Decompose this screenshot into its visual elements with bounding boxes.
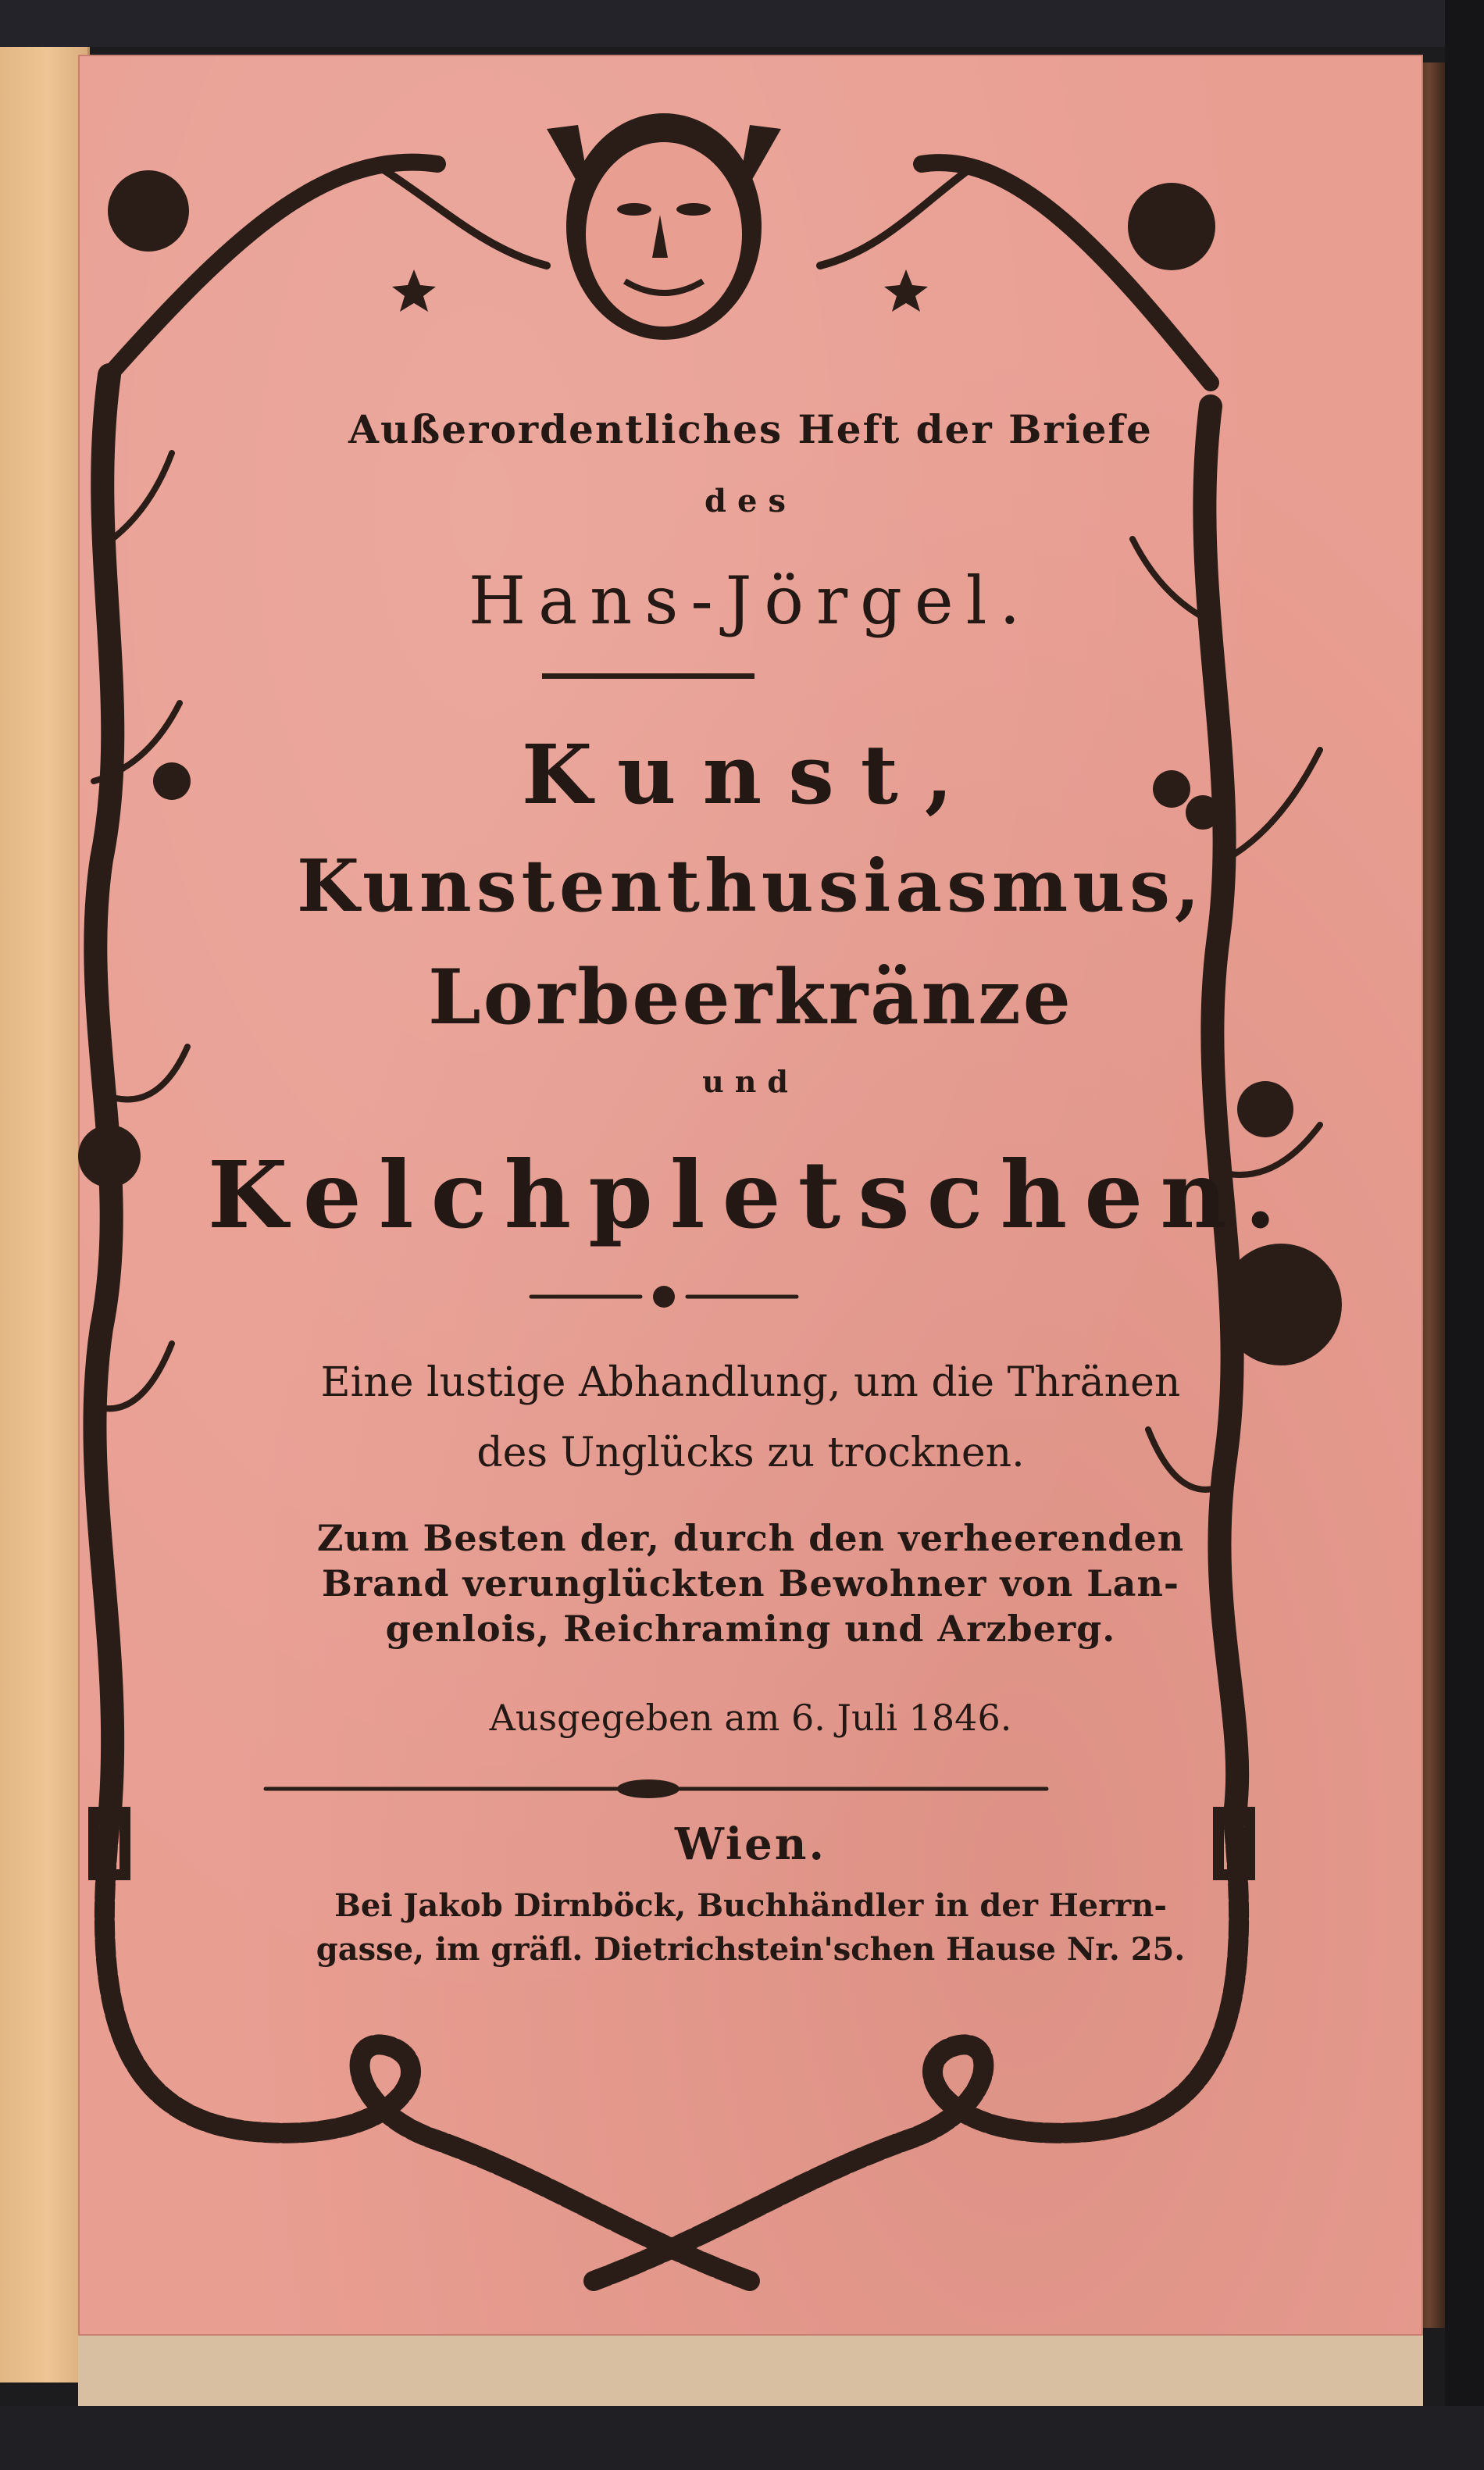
imprint-publisher <box>78 1884 1423 1972</box>
author-text: Hans-Jörgel. <box>468 562 1033 639</box>
star-icon <box>884 269 928 312</box>
main-title-2 <box>78 844 1423 928</box>
subtitle-text-2: des Unglücks zu trocknen. <box>476 1430 1025 1476</box>
dedication-line-1: Zum Besten der, durch den verheerenden <box>316 1517 1185 1559</box>
subtitle-line-1 <box>78 1359 1423 1406</box>
article-text: des <box>705 483 797 519</box>
main-title-1 <box>78 726 1423 823</box>
devil-head-icon <box>547 113 781 340</box>
main-title-conjunction <box>78 1064 1423 1099</box>
issue-date: Ausgegeben am 6. Juli 1846. <box>489 1697 1012 1739</box>
title-word-4: und <box>702 1064 799 1099</box>
publisher-line-1: Bei Jakob Dirnböck, Buchhändler in der Herrn- <box>334 1887 1167 1924</box>
subtitle-line-2 <box>78 1430 1423 1476</box>
title-word-3: Lorbeerkränze <box>428 953 1073 1041</box>
article-line <box>78 483 1423 519</box>
subtitle-text-1: Eine lustige Abhandlung, um die Thränen <box>320 1359 1181 1406</box>
main-title-4 <box>78 1140 1423 1249</box>
series-text: Außerordentliches Heft der Briefe <box>348 406 1153 452</box>
author-line <box>78 562 1423 639</box>
imprint-place <box>78 1819 1423 1870</box>
issue-date-line <box>78 1697 1423 1739</box>
dedication-line-2: Brand verunglückten Bewohner von Lan- <box>322 1562 1179 1604</box>
thistle-icon <box>108 170 189 252</box>
place-text: Wien. <box>674 1819 827 1870</box>
title-word-5: Kelchpletschen. <box>207 1140 1294 1249</box>
title-word-2: Kunstenthusiasmus, <box>297 844 1204 928</box>
publisher-line-2: gasse, im gräfl. Dietrichstein'schen Hause Nr. 25. <box>316 1931 1186 1968</box>
main-title-3 <box>78 953 1423 1041</box>
star-icon <box>392 269 436 312</box>
title-word-1: Kunst, <box>521 726 980 823</box>
dedication-line-3: genlois, Reichraming und Arzberg. <box>385 1608 1116 1650</box>
thistle-icon <box>1128 183 1215 270</box>
series-line <box>78 406 1423 452</box>
title-rule <box>542 673 754 679</box>
thistle-icon <box>1220 1244 1342 1365</box>
dedication-block <box>78 1515 1423 1651</box>
